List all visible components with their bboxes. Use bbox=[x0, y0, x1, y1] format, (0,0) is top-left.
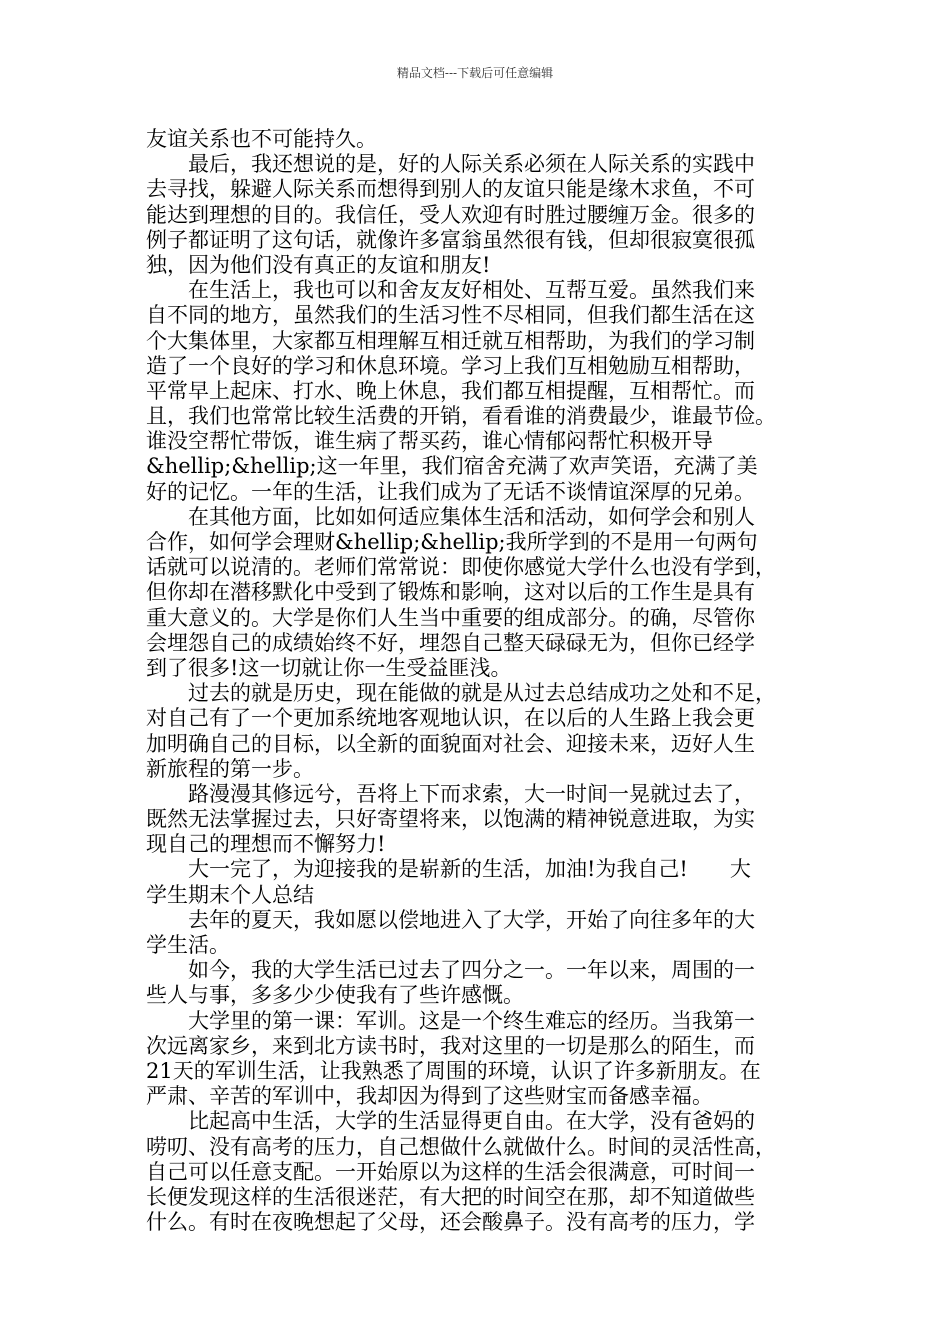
text-line: 合作，如何学会理财&hellip;&hellip;我所学到的不是用一句两句 bbox=[146, 530, 758, 554]
text-line: 但你却在潜移默化中受到了锻炼和影响，这对以后的工作生是具有 bbox=[146, 580, 755, 605]
text-line: 既然无法掌握过去，只好寄望将来，以饱满的精神锐意进取，为实 bbox=[146, 807, 755, 832]
text-line: 到了很多!这一切就让你一生受益匪浅。 bbox=[146, 655, 512, 680]
text-line: 次远离家乡，来到北方读书时，我对这里的一切是那么的陌生，而 bbox=[146, 1033, 755, 1058]
text-line: 学生活。 bbox=[146, 933, 230, 957]
document-body bbox=[146, 127, 806, 1235]
text-line: 平常早上起床、打水、晚上休息，我们都互相提醒，互相帮忙。而 bbox=[146, 378, 755, 403]
text-line: 重大意义的。大学是你们人生当中重要的组成部分。的确，尽管你 bbox=[146, 605, 755, 630]
text-line: 在生活上，我也可以和舍友友好相处、互帮互爱。虽然我们来 bbox=[146, 278, 755, 303]
text-line: 会埋怨自己的成绩始终不好，埋怨自己整天碌碌无为，但你已经学 bbox=[146, 630, 755, 655]
text-line: 话就可以说清的。老师们常常说：即使你感觉大学什么也没有学到， bbox=[146, 555, 776, 580]
text-line: 造了一个良好的学习和休息环境。学习上我们互相勉励互相帮助， bbox=[146, 353, 755, 378]
text-line: &hellip;&hellip;这一年里，我们宿舍充满了欢声笑语，充满了美 bbox=[146, 454, 758, 479]
text-line: 加明确自己的目标，以全新的面貌面对社会、迎接未来，迈好人生 bbox=[146, 731, 755, 756]
page-header: 精品文档---下载后可任意编辑 bbox=[396, 66, 554, 80]
text-line: 谁没空帮忙带饭，谁生病了帮买药，谁心情郁闷帮忙积极开导 bbox=[146, 429, 713, 454]
text-line: 路漫漫其修远兮，吾将上下而求索，大一时间一晃就过去了， bbox=[146, 781, 755, 806]
text-line: 例子都证明了这句话，就像许多富翁虽然很有钱，但却很寂寞很孤 bbox=[146, 227, 755, 252]
text-line: 去寻找，躲避人际关系而想得到别人的友谊只能是缘木求鱼，不可 bbox=[146, 177, 755, 202]
text-line: 21天的军训生活，让我熟悉了周围的环境，认识了许多新朋友。在 bbox=[146, 1058, 761, 1083]
text-line: 独，因为他们没有真正的友谊和朋友! bbox=[146, 252, 491, 277]
text-line: 过去的就是历史，现在能做的就是从过去总结成功之处和不足， bbox=[146, 681, 776, 706]
text-line: 学生期末个人总结 bbox=[146, 882, 314, 907]
text-line: 能达到理想的目的。我信任，受人欢迎有时胜过腰缠万金。很多的 bbox=[146, 202, 755, 227]
text-line: 些人与事，多多少少使我有了些许感慨。 bbox=[146, 983, 524, 1008]
text-line: 在其他方面，比如如何适应集体生活和活动，如何学会和别人 bbox=[146, 504, 755, 529]
text-line: 自不同的地方，虽然我们的生活习性不尽相同，但我们都生活在这 bbox=[146, 303, 755, 328]
text-line: 什么。有时在夜晚想起了父母，还会酸鼻子。没有高考的压力，学 bbox=[146, 1210, 755, 1235]
text-line: 去年的夏天，我如愿以偿地进入了大学，开始了向往多年的大 bbox=[146, 907, 755, 932]
text-line: 比起高中生活，大学的生活显得更自由。在大学，没有爸妈的 bbox=[146, 1109, 755, 1134]
text-line: 大一完了，为迎接我的是崭新的生活，加油!为我自己! 大 bbox=[146, 857, 751, 882]
text-line: 长便发现这样的生活很迷茫，有大把的时间空在那，却不知道做些 bbox=[146, 1184, 755, 1209]
text-line: 最后，我还想说的是，好的人际关系必须在人际关系的实践中 bbox=[146, 152, 755, 177]
text-line: 唠叨、没有高考的压力，自己想做什么就做什么。时间的灵活性高， bbox=[146, 1134, 776, 1159]
text-line: 自己可以任意支配。一开始原以为这样的生活会很满意，可时间一 bbox=[146, 1159, 755, 1184]
text-line: 新旅程的第一步。 bbox=[146, 756, 314, 781]
text-line: 严肃、辛苦的军训中，我却因为得到了这些财宝而备感幸福。 bbox=[146, 1084, 713, 1109]
text-line: 好的记忆。一年的生活，让我们成为了无话不谈情谊深厚的兄弟。 bbox=[146, 479, 755, 504]
text-line: 对自己有了一个更加系统地客观地认识，在以后的人生路上我会更 bbox=[146, 706, 755, 731]
text-line: 现自己的理想而不懈努力! bbox=[146, 832, 386, 857]
text-line: 且，我们也常常比较生活费的开销，看看谁的消费最少，谁最节俭。 bbox=[146, 404, 776, 429]
text-line: 友谊关系也不可能持久。 bbox=[146, 127, 377, 151]
text-line: 如今，我的大学生活已过去了四分之一。一年以来，周围的一 bbox=[146, 958, 755, 983]
text-line: 个大集体里，大家都互相理解互相迁就互相帮助，为我们的学习制 bbox=[146, 328, 755, 353]
text-line: 大学里的第一课：军训。这是一个终生难忘的经历。当我第一 bbox=[146, 1008, 755, 1033]
